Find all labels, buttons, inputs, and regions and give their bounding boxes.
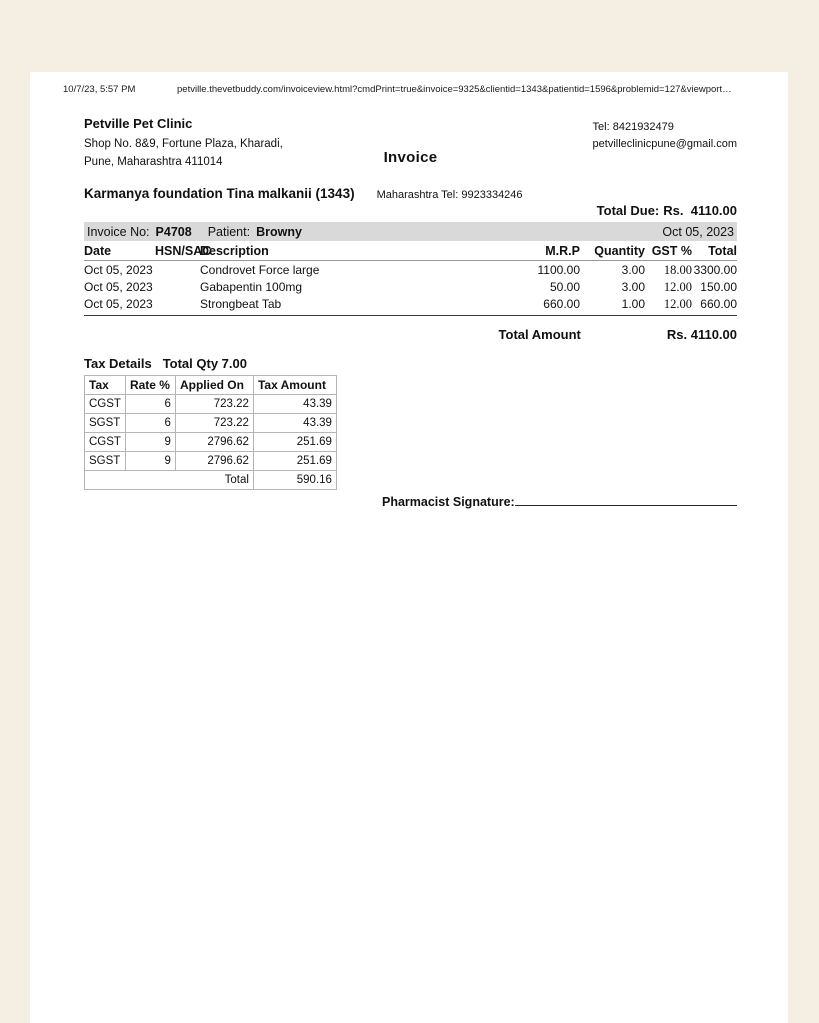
item-date: Oct 05, 2023 <box>84 280 153 294</box>
invoice-date: Oct 05, 2023 <box>662 224 734 239</box>
tax-row <box>85 414 337 433</box>
item-hsn <box>155 261 200 279</box>
tax-total-label: Total <box>85 471 254 490</box>
col-header-quantity: Quantity <box>580 241 645 261</box>
tax-row <box>85 395 337 414</box>
col-header-hsn: HSN/SAC <box>155 241 200 261</box>
item-mrp: 1100.00 <box>537 263 580 277</box>
tax-header-row <box>85 376 337 395</box>
tax-col-header-applied-on: Applied On <box>175 376 253 395</box>
total-amount-value: Rs. 4110.00 <box>666 327 737 342</box>
tax-amount: 43.39 <box>253 414 336 433</box>
invoice-meta-bar <box>84 222 737 241</box>
items-header-row <box>84 241 737 261</box>
col-header-date: Date <box>84 241 155 261</box>
tax-col-header-amount: Tax Amount <box>253 376 336 395</box>
item-total: 150.00 <box>700 280 737 294</box>
col-header-description: Description <box>200 241 500 261</box>
item-mrp: 660.00 <box>500 295 580 316</box>
item-mrp: 50.00 <box>549 280 580 294</box>
tax-type: CGST <box>85 395 126 414</box>
invoice-content <box>30 72 788 509</box>
total-due-label: Total Due: <box>596 203 660 218</box>
pharmacist-signature-label: Pharmacist Signature: <box>382 495 515 509</box>
tax-details-label: Tax Details <box>84 356 152 371</box>
print-datetime: 10/7/23, 5:57 PM <box>63 84 136 95</box>
tax-type: SGST <box>85 452 126 471</box>
total-due <box>84 203 737 218</box>
tax-total-row <box>85 471 337 490</box>
item-gst: 12.00 <box>645 295 692 316</box>
item-quantity: 3.00 <box>621 280 645 294</box>
clinic-address-line1: Shop No. 8&9, Fortune Plaza, Kharadi, <box>84 138 283 150</box>
tax-applied-on: 2796.62 <box>175 433 253 452</box>
tax-rate: 9 <box>125 433 175 452</box>
item-description: Gabapentin 100mg <box>200 280 303 294</box>
clinic-name: Petville Pet Clinic <box>84 116 193 131</box>
col-header-mrp: M.R.P <box>500 241 580 261</box>
item-total: 3300.00 <box>693 263 737 277</box>
clinic-email: petvilleclinicpune@gmail.com <box>592 138 737 150</box>
client-tel: Maharashtra Tel: 9923334246 <box>376 189 523 201</box>
item-hsn <box>155 278 200 295</box>
tax-applied-on: 723.22 <box>175 395 253 414</box>
item-quantity: 1.00 <box>580 295 645 316</box>
col-header-gst: GST % <box>645 241 692 261</box>
total-qty-label: Total Qty 7.00 <box>162 356 247 371</box>
item-total: 660.00 <box>692 295 737 316</box>
tax-type: SGST <box>85 414 126 433</box>
tax-col-header-tax: Tax <box>85 376 126 395</box>
table-row <box>84 278 737 295</box>
item-date: Oct 05, 2023 <box>84 295 155 316</box>
table-row <box>84 295 737 316</box>
invoice-page <box>30 72 788 1023</box>
item-gst: 18.00 <box>663 263 692 277</box>
signature-line <box>515 505 737 506</box>
print-url: petville.thevetbuddy.com/invoiceview.html?cmdPrint=true&invoice=9325&clientid=1343&patientid=1596&problemid=127&viewport… <box>177 84 732 95</box>
tax-rate: 9 <box>125 452 175 471</box>
total-amount-row <box>84 327 737 342</box>
item-date: Oct 05, 2023 <box>84 263 153 277</box>
patient-name: Browny <box>256 224 302 239</box>
tax-details-heading <box>84 356 737 371</box>
tax-rate: 6 <box>125 414 175 433</box>
invoice-number-label: Invoice No: <box>87 224 150 239</box>
tax-col-header-rate: Rate % <box>125 376 175 395</box>
client-name: Karmanya foundation Tina malkanii (1343) <box>84 186 355 201</box>
invoice-number: P4708 <box>155 224 192 239</box>
tax-table <box>84 375 337 490</box>
client-row <box>84 186 737 201</box>
table-row <box>84 261 737 279</box>
tax-amount: 251.69 <box>253 433 336 452</box>
pharmacist-signature-row <box>382 495 737 509</box>
patient-label: Patient: <box>207 224 251 239</box>
item-description: Condrovet Force large <box>200 263 320 277</box>
clinic-tel: Tel: 8421932479 <box>592 121 674 133</box>
tax-applied-on: 723.22 <box>175 414 253 433</box>
invoice-title: Invoice <box>383 149 438 166</box>
item-quantity: 3.00 <box>621 263 645 277</box>
clinic-header <box>84 116 737 171</box>
item-gst: 12.00 <box>663 280 692 294</box>
tax-total-value: 590.16 <box>253 471 336 490</box>
tax-rate: 6 <box>125 395 175 414</box>
item-hsn <box>155 295 200 316</box>
tax-amount: 43.39 <box>253 395 336 414</box>
col-header-total: Total <box>692 241 737 261</box>
tax-amount: 251.69 <box>253 452 336 471</box>
total-amount-label: Total Amount <box>498 327 581 342</box>
tax-row <box>85 433 337 452</box>
total-due-value: Rs. 4110.00 <box>663 203 737 218</box>
tax-row <box>85 452 337 471</box>
item-description: Strongbeat Tab <box>200 295 500 316</box>
tax-type: CGST <box>85 433 126 452</box>
clinic-address-line2: Pune, Maharashtra 411014 <box>84 156 223 168</box>
items-table <box>84 241 737 316</box>
tax-applied-on: 2796.62 <box>175 452 253 471</box>
